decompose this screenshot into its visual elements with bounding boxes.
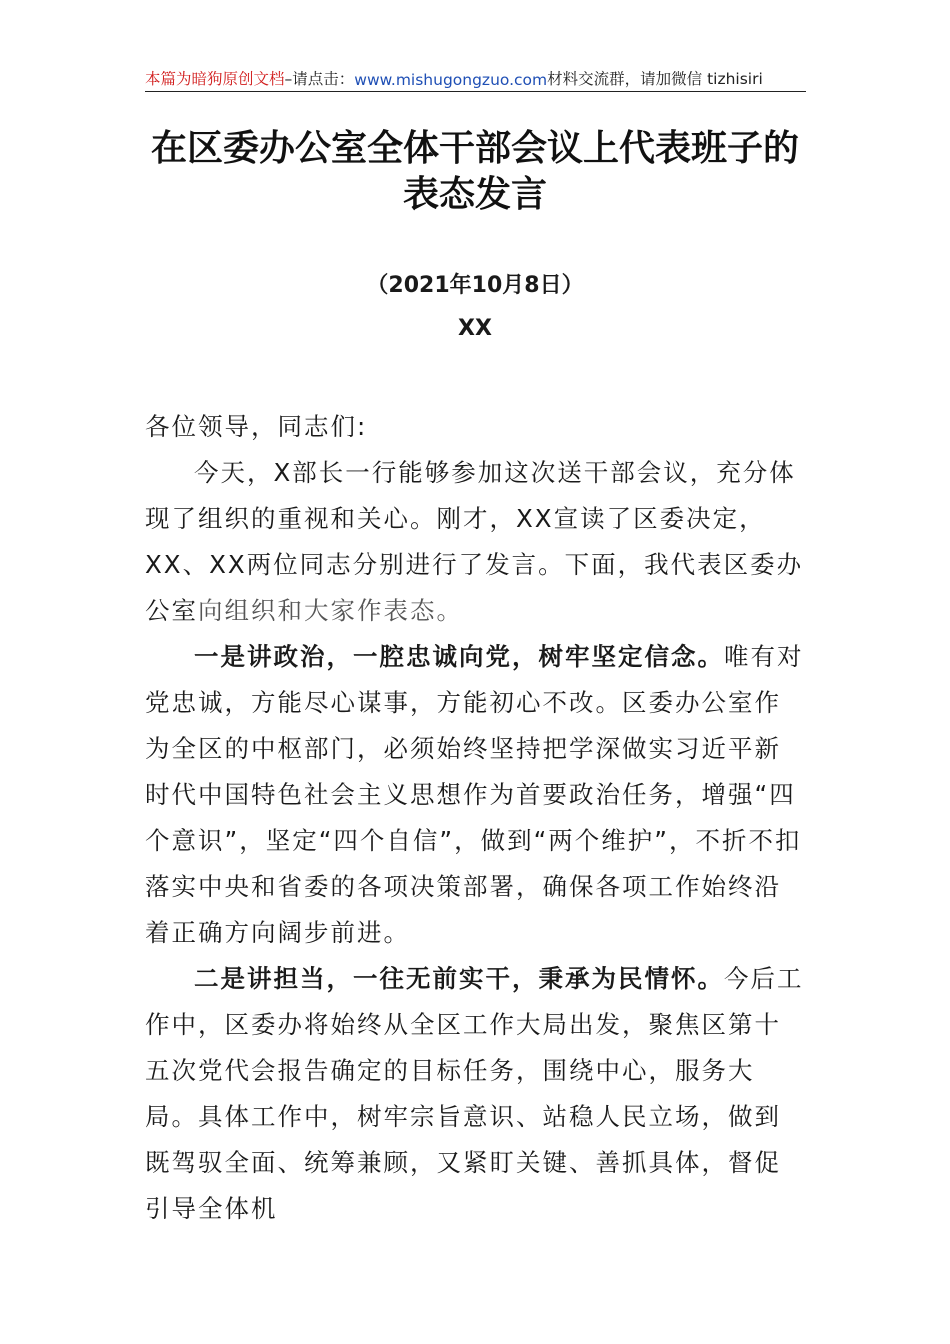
section-1-paragraph bbox=[145, 634, 807, 956]
header-contact: 材料交流群，请加微信 tizhisiri bbox=[547, 70, 763, 88]
document-author: XX bbox=[458, 316, 492, 341]
header-brand: 本篇为暗狗原创文档 bbox=[145, 70, 285, 88]
intro-paragraph bbox=[145, 450, 807, 634]
section-1-heading: 一是讲政治，一腔忠诚向党，树牢坚定信念。 bbox=[194, 642, 724, 671]
header-prompt: –请点击： bbox=[284, 70, 355, 88]
document-date: （2021年10月8日） bbox=[366, 273, 584, 298]
section-1-text: 唯有对党忠诚，方能尽心谋事，方能初心不改。区委办公室作为全区的中枢部门，必须始终坚持把学深做实习近平新时代中国特色社会主义思想作为首要政治任务，增强“四个意识”，坚定“四个自信”，做到“两个维护”，不折不扣落实中央和省委的各项决策部署，确保各项工作始终沿着正确方向阔步前进。 bbox=[145, 642, 804, 947]
section-2-heading: 二是讲担当，一往无前实干，秉承为民情怀。 bbox=[194, 964, 724, 993]
greeting: 各位领导，同志们: bbox=[145, 412, 368, 441]
page-header bbox=[145, 66, 806, 92]
section-2-text: 今后工作中，区委办将始终从全区工作大局出发，聚焦区第十五次党代会报告确定的目标任务，围绕中心，服务大局。具体工作中，树牢宗旨意识、站稳人民立场，做到既驾驭全面、统筹兼顾，又紧盯关键、善抓具体，督促引导全体机 bbox=[145, 964, 804, 1223]
header-link[interactable]: www.mishugongzuo.com bbox=[354, 71, 548, 89]
document-title-line-1: 在区委办公室全体干部会议上代表班子的 bbox=[150, 127, 799, 169]
document-title-line-2: 表态发言 bbox=[402, 173, 547, 215]
document-body bbox=[145, 404, 807, 1232]
section-2-paragraph bbox=[145, 956, 807, 1232]
intro-text: 今天，X部长一行能够参加这次送干部会议，充分体现了组织的重视和关心。刚才，XX宣读了区委决定，XX、XX两位同志分别进行了发言。下面，我代表区委办公室 bbox=[145, 458, 804, 625]
intro-text-tail: 向组织和大家作表态。 bbox=[198, 596, 463, 625]
